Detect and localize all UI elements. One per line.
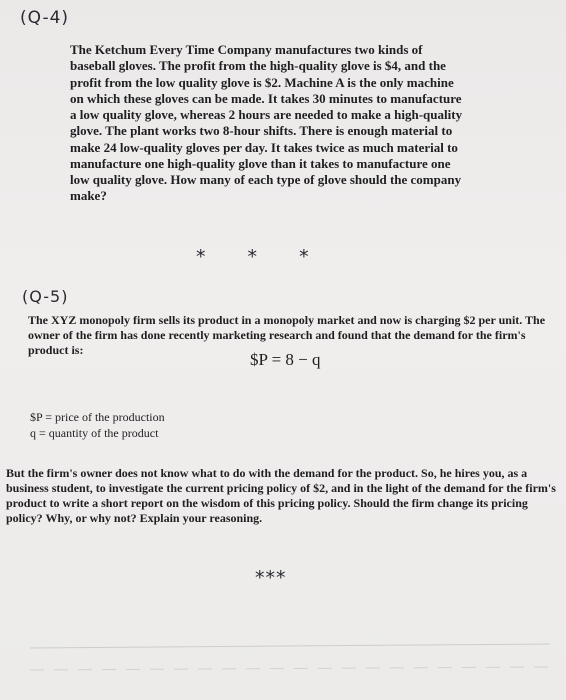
question-5-label: (Q-5) — [22, 287, 69, 306]
demand-equation: $P = 8 − q — [250, 350, 321, 369]
question-5-intro-text: The XYZ monopoly firm sells its product in a monopoly market and now is charging $2 per unit. The owner of the firm has done recently marketing research and found that the demand for the firm's product is: — [28, 313, 546, 357]
question-4-text: The Ketchum Every Time Company manufactures two kinds of baseball gloves. The profit from the high-quality glove is $4, and the profit from the low quality glove is $2. Machine A is the only machine on which these gloves can be made. It takes 30 minutes to manufacture a low quality glove, whereas 2 hours are needed to make a high-quality glove. The plant works two 8-hour shifts. There is enough material to make 24 low-quality gloves per day. It takes twice as much material to manufacture one high-quality glove than it takes to manufacture one low quality glove. How many of each type of glove should the company make? — [70, 42, 463, 204]
faint-ruled-lines — [30, 630, 550, 690]
variable-definitions — [30, 410, 165, 441]
question-4-label: (Q-4) — [20, 8, 70, 28]
definition-quantity: q = quantity of the product — [30, 425, 159, 440]
end-separator-stars: *** — [255, 567, 287, 589]
question-5-body: But the firm's owner does not know what to do with the demand for the product. So, he hires you, as a business student, to investigate the current pricing policy of $2, and in the light of the demand for the firm's product to write a short report on the wisdom of this pricing policy. Should the firm change its pricing policy? Why, or why not? Explain your reasoning. — [6, 466, 556, 525]
definition-price: $P = price of the production — [30, 410, 165, 424]
section-separator-stars: * * * — [196, 246, 327, 268]
